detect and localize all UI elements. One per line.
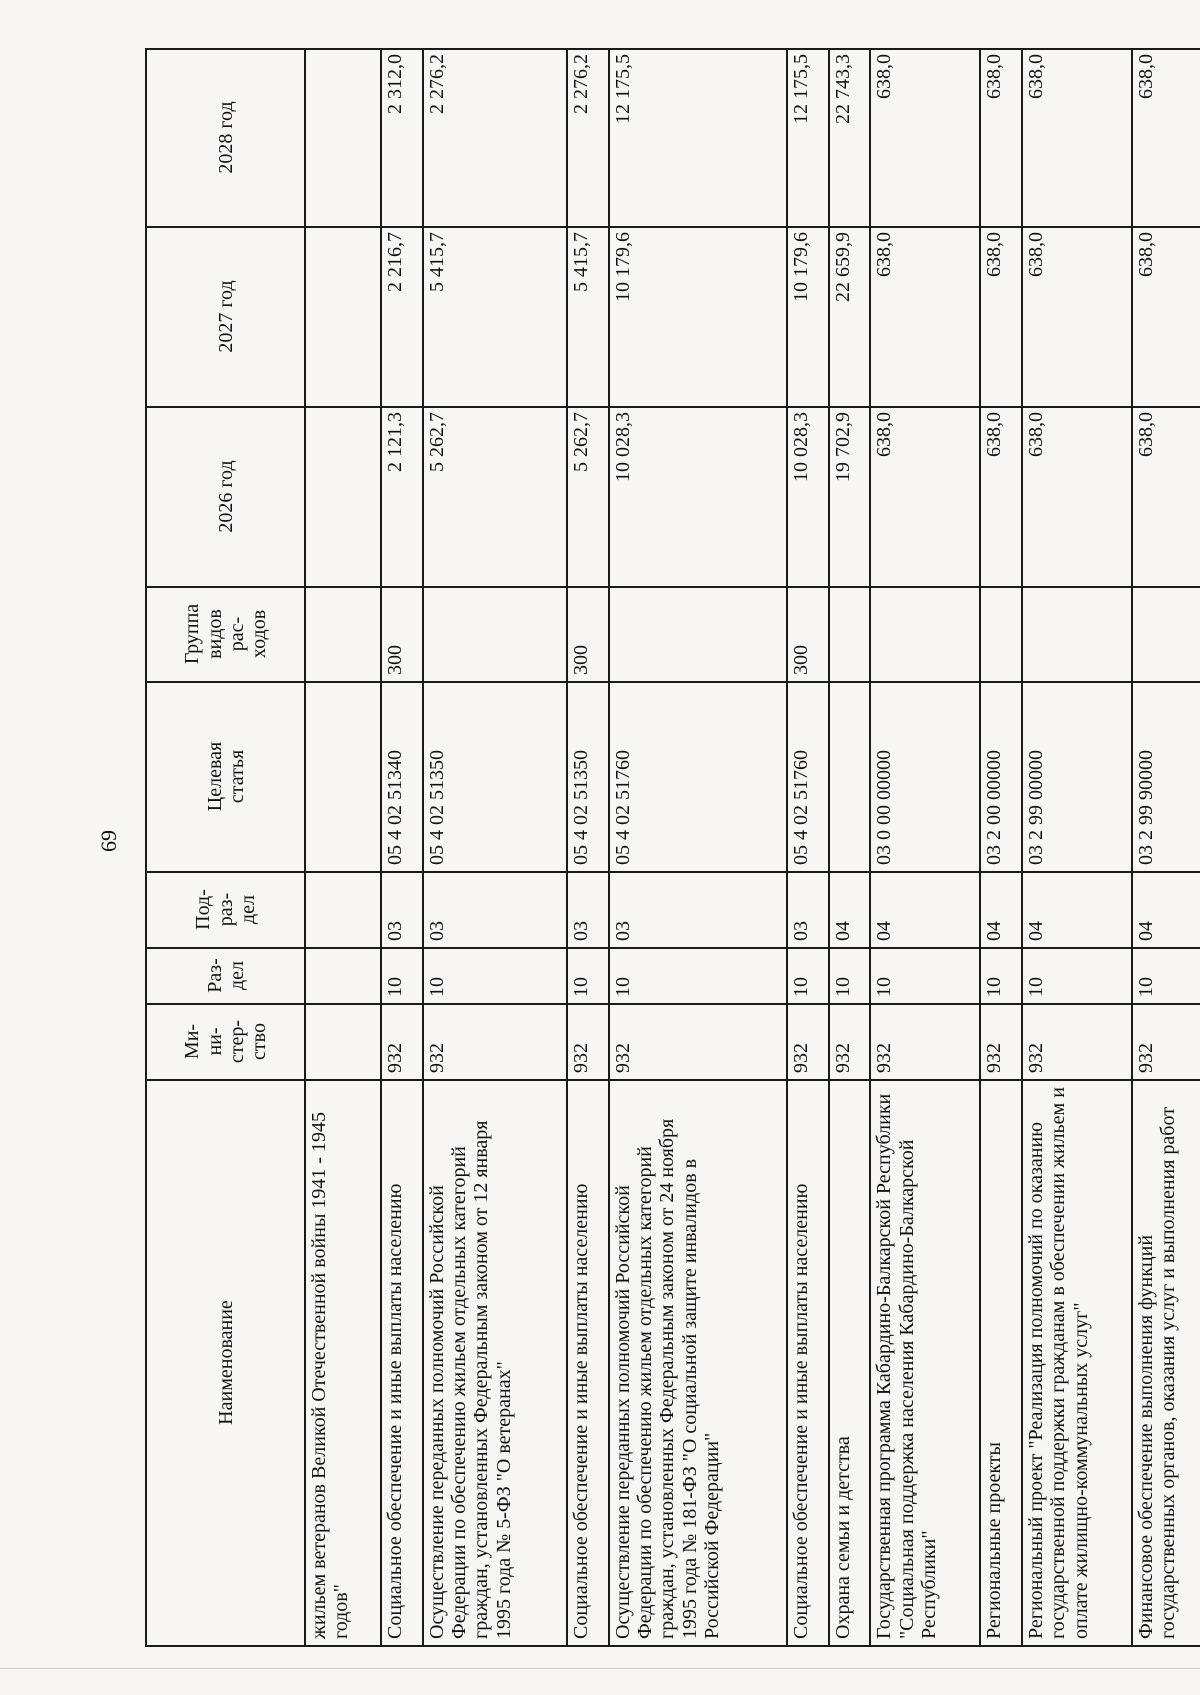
row-expense-group <box>609 587 787 682</box>
row-target-article: 03 0 00 00000 <box>870 682 980 872</box>
row-year-2027: 10 179,6 <box>609 227 787 407</box>
row-year-2027: 638,0 <box>980 227 1022 407</box>
row-year-2027: 5 415,7 <box>567 227 609 407</box>
table-row <box>787 49 829 1646</box>
row-name: Финансовое обеспечение выполнения функций государственных органов, оказания услуг и выполнения работ <box>1132 1080 1200 1646</box>
row-name: Государственная программа Кабардино-Балкарской Республики "Социальная поддержка населения Кабардино-Балкарской Республики" <box>870 1080 980 1646</box>
table-row <box>381 49 423 1646</box>
header-ministry: Ми- ни- стер- ство <box>146 1004 305 1080</box>
row-section: 10 <box>423 948 567 1004</box>
row-target-article: 05 4 02 51760 <box>609 682 787 872</box>
row-name: Осуществление переданных полномочий Российской Федерации по обеспечению жильем отдельных категорий граждан, установленных Федеральным законом от 12 января 1995 года № 5-ФЗ "О ветеранах" <box>423 1080 567 1646</box>
table-body <box>305 49 1200 1646</box>
row-name: Социальное обеспечение и иные выплаты населению <box>787 1080 829 1646</box>
row-name: Социальное обеспечение и иные выплаты населению <box>381 1080 423 1646</box>
row-year-2026: 5 262,7 <box>423 407 567 587</box>
table-row <box>870 49 980 1646</box>
row-year-2027 <box>305 227 381 407</box>
row-ministry: 932 <box>980 1004 1022 1080</box>
row-subsection: 03 <box>381 872 423 948</box>
row-year-2027: 2 216,7 <box>381 227 423 407</box>
row-target-article: 05 4 02 51350 <box>567 682 609 872</box>
budget-table-rotated <box>145 50 1200 1647</box>
header-section: Раз- дел <box>146 948 305 1004</box>
row-year-2028: 2 276,2 <box>423 49 567 227</box>
row-expense-group <box>1022 587 1132 682</box>
row-name: жильем ветеранов Великой Отечественной войны 1941 - 1945 годов" <box>305 1080 381 1646</box>
table-row <box>829 49 871 1646</box>
row-ministry: 932 <box>609 1004 787 1080</box>
row-expense-group: 300 <box>787 587 829 682</box>
row-name: Охрана семьи и детства <box>829 1080 871 1646</box>
row-section: 10 <box>787 948 829 1004</box>
row-target-article: 03 2 99 00000 <box>1022 682 1132 872</box>
row-subsection: 04 <box>1132 872 1200 948</box>
row-year-2027: 10 179,6 <box>787 227 829 407</box>
row-name: Региональный проект "Реализация полномочий по оказанию государственной поддержки гражданам в обеспечении жильем и оплате жилищно-коммунальных услуг" <box>1022 1080 1132 1646</box>
row-subsection: 04 <box>980 872 1022 948</box>
table-row <box>423 49 567 1646</box>
row-expense-group: 300 <box>381 587 423 682</box>
row-year-2026: 638,0 <box>870 407 980 587</box>
header-year-2027: 2027 год <box>146 227 305 407</box>
row-year-2028: 12 175,5 <box>609 49 787 227</box>
row-section: 10 <box>1132 948 1200 1004</box>
row-year-2026: 638,0 <box>1132 407 1200 587</box>
row-year-2028: 2 276,2 <box>567 49 609 227</box>
row-subsection: 03 <box>787 872 829 948</box>
row-section: 10 <box>870 948 980 1004</box>
page-number: 69 <box>96 830 121 852</box>
row-section: 10 <box>980 948 1022 1004</box>
header-year-2028: 2028 год <box>146 49 305 227</box>
row-expense-group <box>980 587 1022 682</box>
row-ministry: 932 <box>1022 1004 1132 1080</box>
row-ministry: 932 <box>381 1004 423 1080</box>
row-ministry: 932 <box>567 1004 609 1080</box>
row-subsection <box>305 872 381 948</box>
row-expense-group: 300 <box>567 587 609 682</box>
row-year-2028: 22 743,3 <box>829 49 871 227</box>
table-row <box>609 49 787 1646</box>
row-section: 10 <box>381 948 423 1004</box>
header-name: Наименование <box>146 1080 305 1646</box>
row-name: Осуществление переданных полномочий Российской Федерации по обеспечению жильем отдельных категорий граждан, установленных Федеральным законом от 24 ноября 1995 года № 181-ФЗ "О социальной защите инвалидов в Российской Федерации" <box>609 1080 787 1646</box>
row-subsection: 03 <box>423 872 567 948</box>
row-expense-group <box>870 587 980 682</box>
row-target-article: 05 4 02 51340 <box>381 682 423 872</box>
table-header-row <box>146 49 305 1646</box>
table-row <box>305 49 381 1646</box>
row-year-2027: 638,0 <box>1132 227 1200 407</box>
row-year-2028: 638,0 <box>1132 49 1200 227</box>
row-year-2026: 5 262,7 <box>567 407 609 587</box>
row-year-2026: 638,0 <box>980 407 1022 587</box>
row-year-2026: 10 028,3 <box>609 407 787 587</box>
row-year-2027: 22 659,9 <box>829 227 871 407</box>
row-target-article: 05 4 02 51350 <box>423 682 567 872</box>
table-row <box>1022 49 1132 1646</box>
row-year-2027: 5 415,7 <box>423 227 567 407</box>
row-year-2028 <box>305 49 381 227</box>
row-ministry: 932 <box>423 1004 567 1080</box>
row-year-2026: 19 702,9 <box>829 407 871 587</box>
row-section: 10 <box>1022 948 1132 1004</box>
row-subsection: 04 <box>870 872 980 948</box>
row-ministry: 932 <box>787 1004 829 1080</box>
header-subsection: Под- раз- дел <box>146 872 305 948</box>
row-section: 10 <box>829 948 871 1004</box>
table-row <box>980 49 1022 1646</box>
scan-artifact-line <box>0 1668 1200 1669</box>
row-target-article: 03 2 00 00000 <box>980 682 1022 872</box>
row-expense-group <box>423 587 567 682</box>
header-expense-group: Группа видов рас- ходов <box>146 587 305 682</box>
row-year-2026: 638,0 <box>1022 407 1132 587</box>
row-section: 10 <box>609 948 787 1004</box>
row-year-2028: 12 175,5 <box>787 49 829 227</box>
row-year-2026: 10 028,3 <box>787 407 829 587</box>
row-ministry: 932 <box>829 1004 871 1080</box>
row-year-2028: 638,0 <box>1022 49 1132 227</box>
row-name: Социальное обеспечение и иные выплаты населению <box>567 1080 609 1646</box>
row-subsection: 04 <box>1022 872 1132 948</box>
row-ministry <box>305 1004 381 1080</box>
row-section: 10 <box>567 948 609 1004</box>
row-target-article <box>305 682 381 872</box>
row-target-article: 05 4 02 51760 <box>787 682 829 872</box>
row-subsection: 03 <box>609 872 787 948</box>
row-year-2026: 2 121,3 <box>381 407 423 587</box>
row-expense-group <box>829 587 871 682</box>
row-ministry: 932 <box>1132 1004 1200 1080</box>
row-expense-group <box>1132 587 1200 682</box>
row-expense-group <box>305 587 381 682</box>
row-year-2027: 638,0 <box>870 227 980 407</box>
row-year-2028: 2 312,0 <box>381 49 423 227</box>
row-year-2028: 638,0 <box>870 49 980 227</box>
row-year-2028: 638,0 <box>980 49 1022 227</box>
budget-table <box>145 48 1200 1647</box>
table-row <box>1132 49 1200 1646</box>
row-year-2027: 638,0 <box>1022 227 1132 407</box>
row-ministry: 932 <box>870 1004 980 1080</box>
row-name: Региональные проекты <box>980 1080 1022 1646</box>
row-year-2026 <box>305 407 381 587</box>
row-section <box>305 948 381 1004</box>
table-row <box>567 49 609 1646</box>
row-subsection: 04 <box>829 872 871 948</box>
row-target-article: 03 2 99 90000 <box>1132 682 1200 872</box>
header-year-2026: 2026 год <box>146 407 305 587</box>
row-subsection: 03 <box>567 872 609 948</box>
header-target-article: Целевая статья <box>146 682 305 872</box>
row-target-article <box>829 682 871 872</box>
